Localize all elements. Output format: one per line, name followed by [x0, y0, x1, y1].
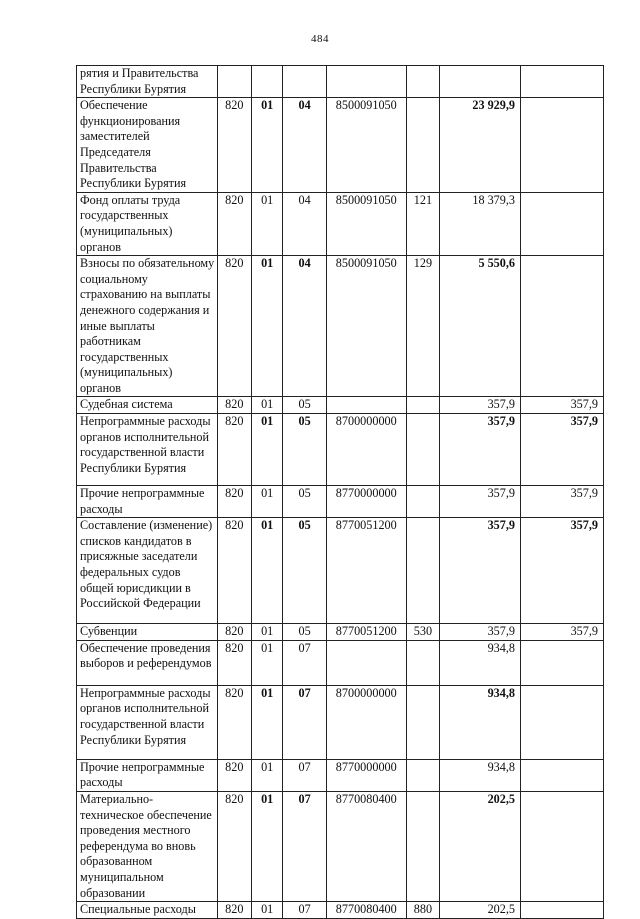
expense-type-cell — [406, 640, 439, 685]
target-article-cell: 8770000000 — [326, 759, 406, 791]
amount-2-cell — [521, 759, 604, 791]
section-cell: 01 — [251, 414, 282, 486]
amount-cell: 357,9 — [440, 414, 521, 486]
amount-cell: 357,9 — [440, 397, 521, 414]
row-name-cell: Взносы по обязательному социальному страхованию на выплаты денежного содержания и иные выплаты работникам государственных (муниципальных) органов — [77, 256, 218, 397]
target-article-cell: 8770080400 — [326, 792, 406, 902]
amount-2-cell — [521, 640, 604, 685]
table-row — [77, 792, 604, 902]
target-article-cell: 8770080400 — [326, 902, 406, 919]
amount-2-cell — [521, 192, 604, 255]
target-article-cell: 8700000000 — [326, 685, 406, 759]
target-article-cell — [326, 397, 406, 414]
row-name-cell: Фонд оплаты труда государственных (муниципальных) органов — [77, 192, 218, 255]
target-article-cell: 8770000000 — [326, 486, 406, 518]
target-article-cell: 8770051200 — [326, 624, 406, 641]
amount-2-cell — [521, 256, 604, 397]
target-article-cell: 8500091050 — [326, 98, 406, 193]
subsection-cell: 05 — [283, 518, 326, 624]
expense-type-cell: 121 — [406, 192, 439, 255]
table-row — [77, 902, 604, 919]
subsection-cell: 05 — [283, 624, 326, 641]
subsection-cell: 07 — [283, 902, 326, 919]
row-name-cell: Обеспечение функционирования заместителей Председателя Правительства Республики Бурятия — [77, 98, 218, 193]
dept-code-cell: 820 — [217, 759, 251, 791]
row-name-cell: рятия и Правительства Республики Бурятия — [77, 66, 218, 98]
dept-code-cell: 820 — [217, 486, 251, 518]
dept-code-cell: 820 — [217, 397, 251, 414]
row-name-cell: Обеспечение проведения выборов и референдумов — [77, 640, 218, 685]
target-article-cell — [326, 66, 406, 98]
budget-table — [76, 65, 604, 919]
amount-2-cell: 357,9 — [521, 486, 604, 518]
subsection-cell: 05 — [283, 397, 326, 414]
section-cell: 01 — [251, 192, 282, 255]
table-body — [77, 66, 604, 919]
subsection-cell: 07 — [283, 792, 326, 902]
subsection-cell: 05 — [283, 414, 326, 486]
row-name-cell: Составление (изменение) списков кандидатов в присяжные заседатели федеральных судов общей юрисдикции в Российской Федерации — [77, 518, 218, 624]
amount-cell: 202,5 — [440, 902, 521, 919]
target-article-cell: 8700000000 — [326, 414, 406, 486]
dept-code-cell: 820 — [217, 902, 251, 919]
amount-cell — [440, 66, 521, 98]
table-row — [77, 192, 604, 255]
table-row — [77, 414, 604, 486]
amount-cell: 934,8 — [440, 685, 521, 759]
amount-2-cell: 357,9 — [521, 397, 604, 414]
target-article-cell — [326, 640, 406, 685]
expense-type-cell: 530 — [406, 624, 439, 641]
row-name-cell: Непрограммные расходы органов исполнительной государственной власти Республики Бурятия — [77, 685, 218, 759]
row-name-cell: Специальные расходы — [77, 902, 218, 919]
expense-type-cell — [406, 98, 439, 193]
subsection-cell: 07 — [283, 759, 326, 791]
amount-2-cell: 357,9 — [521, 414, 604, 486]
section-cell: 01 — [251, 486, 282, 518]
amount-cell: 934,8 — [440, 759, 521, 791]
dept-code-cell: 820 — [217, 98, 251, 193]
amount-2-cell: 357,9 — [521, 624, 604, 641]
dept-code-cell: 820 — [217, 256, 251, 397]
row-name-cell: Прочие непрограммные расходы — [77, 759, 218, 791]
table-row — [77, 518, 604, 624]
amount-cell: 934,8 — [440, 640, 521, 685]
expense-type-cell — [406, 792, 439, 902]
amount-cell: 18 379,3 — [440, 192, 521, 255]
expense-type-cell — [406, 414, 439, 486]
amount-cell: 23 929,9 — [440, 98, 521, 193]
expense-type-cell — [406, 518, 439, 624]
row-name-cell: Непрограммные расходы органов исполнительной государственной власти Республики Бурятия — [77, 414, 218, 486]
section-cell: 01 — [251, 685, 282, 759]
table-row — [77, 759, 604, 791]
section-cell: 01 — [251, 902, 282, 919]
amount-cell: 357,9 — [440, 518, 521, 624]
section-cell — [251, 66, 282, 98]
amount-2-cell — [521, 685, 604, 759]
dept-code-cell: 820 — [217, 624, 251, 641]
subsection-cell — [283, 66, 326, 98]
section-cell: 01 — [251, 759, 282, 791]
expense-type-cell — [406, 486, 439, 518]
section-cell: 01 — [251, 792, 282, 902]
section-cell: 01 — [251, 256, 282, 397]
row-name-cell: Судебная система — [77, 397, 218, 414]
dept-code-cell: 820 — [217, 518, 251, 624]
dept-code-cell: 820 — [217, 685, 251, 759]
expense-type-cell: 129 — [406, 256, 439, 397]
table-row — [77, 98, 604, 193]
section-cell: 01 — [251, 624, 282, 641]
table-row — [77, 640, 604, 685]
page-number: 484 — [311, 33, 329, 45]
expense-type-cell — [406, 759, 439, 791]
row-name-cell: Материально- техническое обеспечение проведения местного референдума во вновь образованном муниципальном образовании — [77, 792, 218, 902]
table-row — [77, 624, 604, 641]
amount-2-cell — [521, 98, 604, 193]
dept-code-cell: 820 — [217, 792, 251, 902]
amount-cell: 357,9 — [440, 486, 521, 518]
amount-2-cell — [521, 792, 604, 902]
dept-code-cell: 820 — [217, 640, 251, 685]
table-row — [77, 256, 604, 397]
subsection-cell: 07 — [283, 640, 326, 685]
subsection-cell: 04 — [283, 192, 326, 255]
expense-type-cell — [406, 397, 439, 414]
dept-code-cell: 820 — [217, 192, 251, 255]
section-cell: 01 — [251, 397, 282, 414]
row-name-cell: Прочие непрограммные расходы — [77, 486, 218, 518]
dept-code-cell: 820 — [217, 414, 251, 486]
table-row — [77, 486, 604, 518]
expense-type-cell — [406, 685, 439, 759]
target-article-cell: 8770051200 — [326, 518, 406, 624]
amount-cell: 202,5 — [440, 792, 521, 902]
amount-2-cell: 357,9 — [521, 518, 604, 624]
subsection-cell: 05 — [283, 486, 326, 518]
section-cell: 01 — [251, 98, 282, 193]
subsection-cell: 04 — [283, 256, 326, 397]
table-row — [77, 685, 604, 759]
amount-cell: 357,9 — [440, 624, 521, 641]
expense-type-cell: 880 — [406, 902, 439, 919]
amount-2-cell — [521, 66, 604, 98]
dept-code-cell — [217, 66, 251, 98]
section-cell: 01 — [251, 518, 282, 624]
table-row — [77, 397, 604, 414]
target-article-cell: 8500091050 — [326, 256, 406, 397]
target-article-cell: 8500091050 — [326, 192, 406, 255]
section-cell: 01 — [251, 640, 282, 685]
table-row — [77, 66, 604, 98]
expense-type-cell — [406, 66, 439, 98]
amount-cell: 5 550,6 — [440, 256, 521, 397]
amount-2-cell — [521, 902, 604, 919]
row-name-cell: Субвенции — [77, 624, 218, 641]
subsection-cell: 07 — [283, 685, 326, 759]
subsection-cell: 04 — [283, 98, 326, 193]
